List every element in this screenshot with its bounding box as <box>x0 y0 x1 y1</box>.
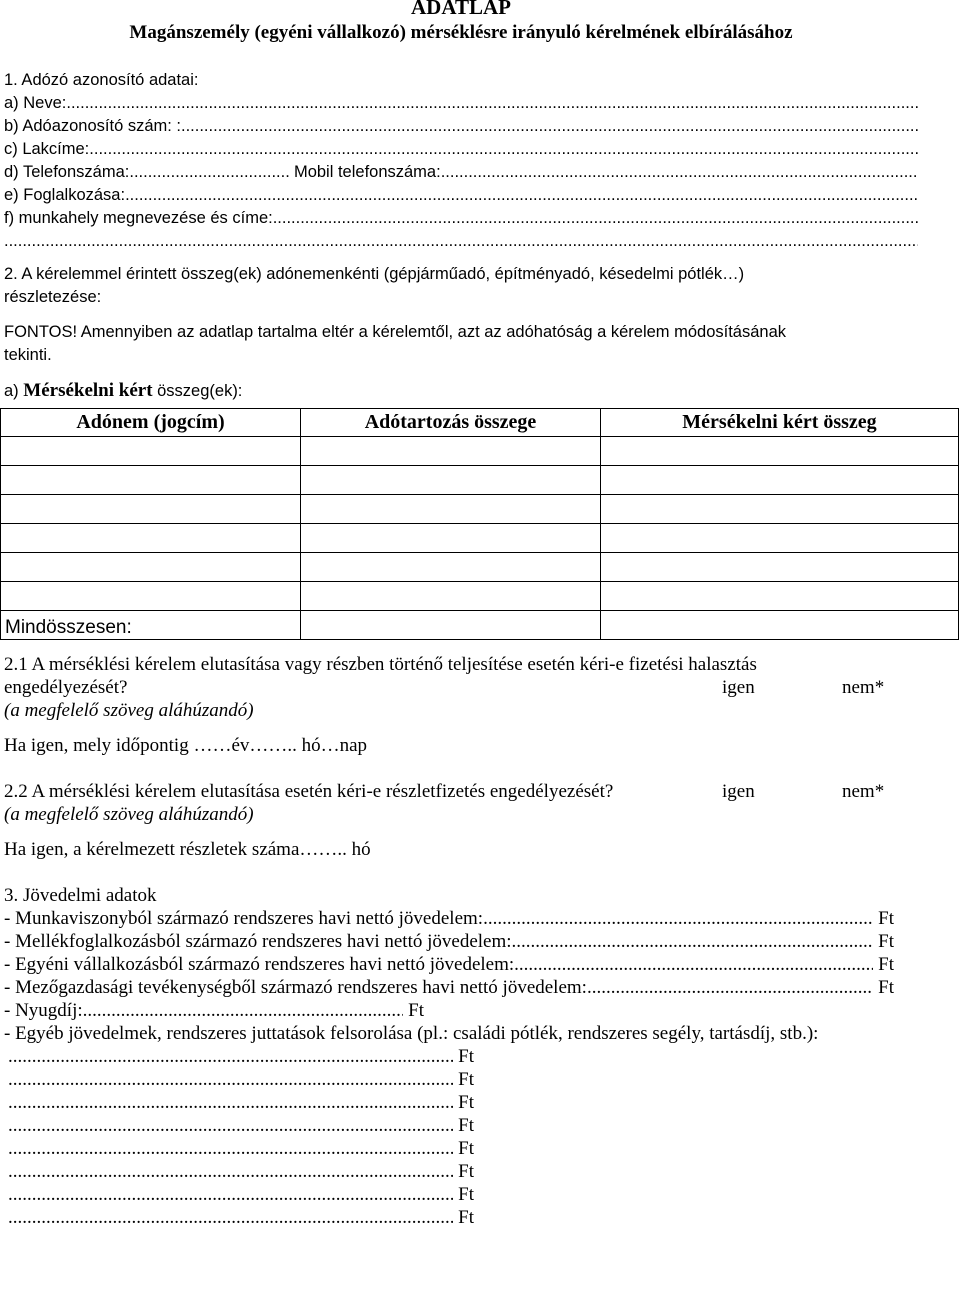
deferral-question-row <box>4 676 918 699</box>
table-header-row <box>1 409 959 437</box>
name-dots <box>66 92 918 115</box>
section3-heading: 3. Jövedelmi adatok <box>4 885 157 906</box>
other-income-dots <box>8 1183 453 1206</box>
section2a-heading <box>4 379 918 403</box>
form-page <box>4 0 918 1229</box>
workplace-dots-2 <box>4 230 918 253</box>
address-label: c) Lakcíme: <box>4 140 90 158</box>
other-income-line[interactable] <box>4 1045 474 1068</box>
other-income-dots <box>8 1114 453 1137</box>
income-row[interactable] <box>4 953 894 976</box>
page-title: ADATLAP <box>411 0 511 19</box>
income-row-label: - Egyéni vállalkozásból származó rendszeres havi nettó jövedelem: <box>4 954 515 975</box>
other-income-currency: Ft <box>458 1161 474 1182</box>
section2 <box>4 263 918 403</box>
section2-1 <box>4 653 918 757</box>
other-income-line[interactable] <box>4 1137 474 1160</box>
name-field[interactable] <box>4 92 918 115</box>
deferral-yes-option[interactable]: igen <box>722 677 755 698</box>
table-row[interactable] <box>1 495 959 524</box>
important-note: FONTOS! Amennyiben az adatlap tartalma eltér a kérelemtől, azt az adóhatóság a kérelem módosításának <box>4 323 787 341</box>
workplace-field[interactable] <box>4 207 918 230</box>
other-income-dots <box>8 1045 453 1068</box>
address-dots <box>89 138 918 161</box>
deferral-hint: (a megfelelő szöveg aláhúzandó) <box>4 700 254 721</box>
header-debt-amount: Adótartozás összege <box>301 409 601 437</box>
section2a-prefix: a) <box>4 382 24 400</box>
workplace-dots <box>273 207 918 230</box>
pension-dots <box>83 999 404 1022</box>
other-income-currency: Ft <box>458 1046 474 1067</box>
other-income-line[interactable] <box>4 1183 474 1206</box>
other-income-lines <box>4 1045 918 1229</box>
other-income-dots <box>8 1068 453 1091</box>
section1 <box>4 69 918 253</box>
deferral-no-option[interactable]: nem* <box>842 677 885 698</box>
page-subtitle: Magánszemély (egyéni vállalkozó) mérséklésre irányuló kérelmének elbírálásához <box>129 22 793 43</box>
income-row-dots <box>514 953 873 976</box>
pension-label: - Nyugdíj: <box>4 1000 83 1021</box>
table-total-row[interactable] <box>1 611 959 640</box>
pension-field[interactable] <box>4 999 424 1022</box>
other-income-line[interactable] <box>4 1091 474 1114</box>
workplace-label: f) munkahely megnevezése és címe: <box>4 209 273 227</box>
income-row-dots <box>587 976 873 999</box>
installment-question: 2.2 A mérséklési kérelem elutasítása esetén kéri-e részletfizetés engedélyezését? <box>4 781 614 802</box>
other-income-line[interactable] <box>4 1068 474 1091</box>
other-income-label: - Egyéb jövedelmek, rendszeres juttatások felsorolása (pl.: családi pótlék, rendszeres segély, tartásdíj, stb.): <box>4 1023 819 1044</box>
income-row[interactable] <box>4 907 894 930</box>
income-row-currency: Ft <box>878 954 894 975</box>
section2-2 <box>4 780 918 861</box>
section2-text-2: részletezése: <box>4 288 102 306</box>
other-income-line[interactable] <box>4 1114 474 1137</box>
other-income-dots <box>8 1091 453 1114</box>
other-income-line[interactable] <box>4 1206 474 1229</box>
income-row-currency: Ft <box>878 931 894 952</box>
mobile-dots <box>441 161 918 184</box>
other-income-currency: Ft <box>458 1115 474 1136</box>
important-note-2: tekinti. <box>4 346 52 364</box>
table-row[interactable] <box>1 466 959 495</box>
total-label: Mindösszesen: <box>1 611 301 640</box>
taxid-dots <box>181 115 918 138</box>
income-row-label: - Munkaviszonyból származó rendszeres havi nettó jövedelem: <box>4 908 484 929</box>
header-tax-type: Adónem (jogcím) <box>1 409 301 437</box>
income-row-label: - Mellékfoglalkozásból származó rendszeres havi nettó jövedelem: <box>4 931 512 952</box>
section3 <box>4 884 918 1229</box>
amounts-table <box>0 408 959 640</box>
other-income-currency: Ft <box>458 1092 474 1113</box>
taxid-field[interactable] <box>4 115 918 138</box>
table-row[interactable] <box>1 582 959 611</box>
table-row[interactable] <box>1 553 959 582</box>
taxid-label: b) Adóazonosító szám: : <box>4 117 182 135</box>
workplace-field-line2[interactable] <box>4 230 918 253</box>
phone-label: d) Telefonszáma: <box>4 163 130 181</box>
income-row[interactable] <box>4 930 894 953</box>
other-income-line[interactable] <box>4 1160 474 1183</box>
other-income-currency: Ft <box>458 1138 474 1159</box>
installment-no-option[interactable]: nem* <box>842 781 885 802</box>
installment-hint: (a megfelelő szöveg aláhúzandó) <box>4 804 254 825</box>
table-row[interactable] <box>1 524 959 553</box>
section2-text: 2. A kérelemmel érintett összeg(ek) adónemenkénti (gépjárműadó, építményadó, késedelmi pótlék…) <box>4 265 745 283</box>
other-income-dots <box>8 1137 453 1160</box>
installment-yes-option[interactable]: igen <box>722 781 755 802</box>
section1-heading: 1. Adózó azonosító adatai: <box>4 71 199 89</box>
installment-question-row <box>4 780 918 803</box>
income-row[interactable] <box>4 976 894 999</box>
other-income-dots <box>8 1206 453 1229</box>
section2a-suffix: összeg(ek): <box>152 382 243 400</box>
other-income-currency: Ft <box>458 1184 474 1205</box>
occupation-dots <box>125 184 918 207</box>
income-row-currency: Ft <box>878 908 894 929</box>
income-row-dots <box>512 930 874 953</box>
table-row[interactable] <box>1 437 959 466</box>
phone-dots <box>129 161 289 184</box>
installment-count-field[interactable]: Ha igen, a kérelmezett részletek száma…….. hó <box>4 839 371 860</box>
other-income-currency: Ft <box>458 1207 474 1228</box>
other-income-dots <box>8 1160 453 1183</box>
income-row-label: - Mezőgazdasági tevékenységből származó rendszeres havi nettó jövedelem: <box>4 977 587 998</box>
address-field[interactable] <box>4 138 918 161</box>
pension-currency: Ft <box>408 1000 424 1021</box>
name-label: a) Neve: <box>4 94 67 112</box>
deferral-question-2: engedélyezését? <box>4 677 128 698</box>
deferral-question: 2.1 A mérséklési kérelem elutasítása vagy részben történő teljesítése esetén kéri-e fizetési halasztás <box>4 654 757 675</box>
occupation-label: e) Foglalkozása: <box>4 186 126 204</box>
income-row-dots <box>483 907 873 930</box>
income-list <box>4 907 918 999</box>
deferral-date-field[interactable]: Ha igen, mely időpontig ……év…….. hó…nap <box>4 735 368 756</box>
header-reduction-amount: Mérsékelni kért összeg <box>601 409 959 437</box>
phone-field[interactable] <box>4 161 918 184</box>
other-income-currency: Ft <box>458 1069 474 1090</box>
income-row-currency: Ft <box>878 977 894 998</box>
mobile-label: Mobil telefonszáma: <box>293 163 441 181</box>
section2a-bold: Mérsékelni kért <box>23 380 153 401</box>
occupation-field[interactable] <box>4 184 918 207</box>
